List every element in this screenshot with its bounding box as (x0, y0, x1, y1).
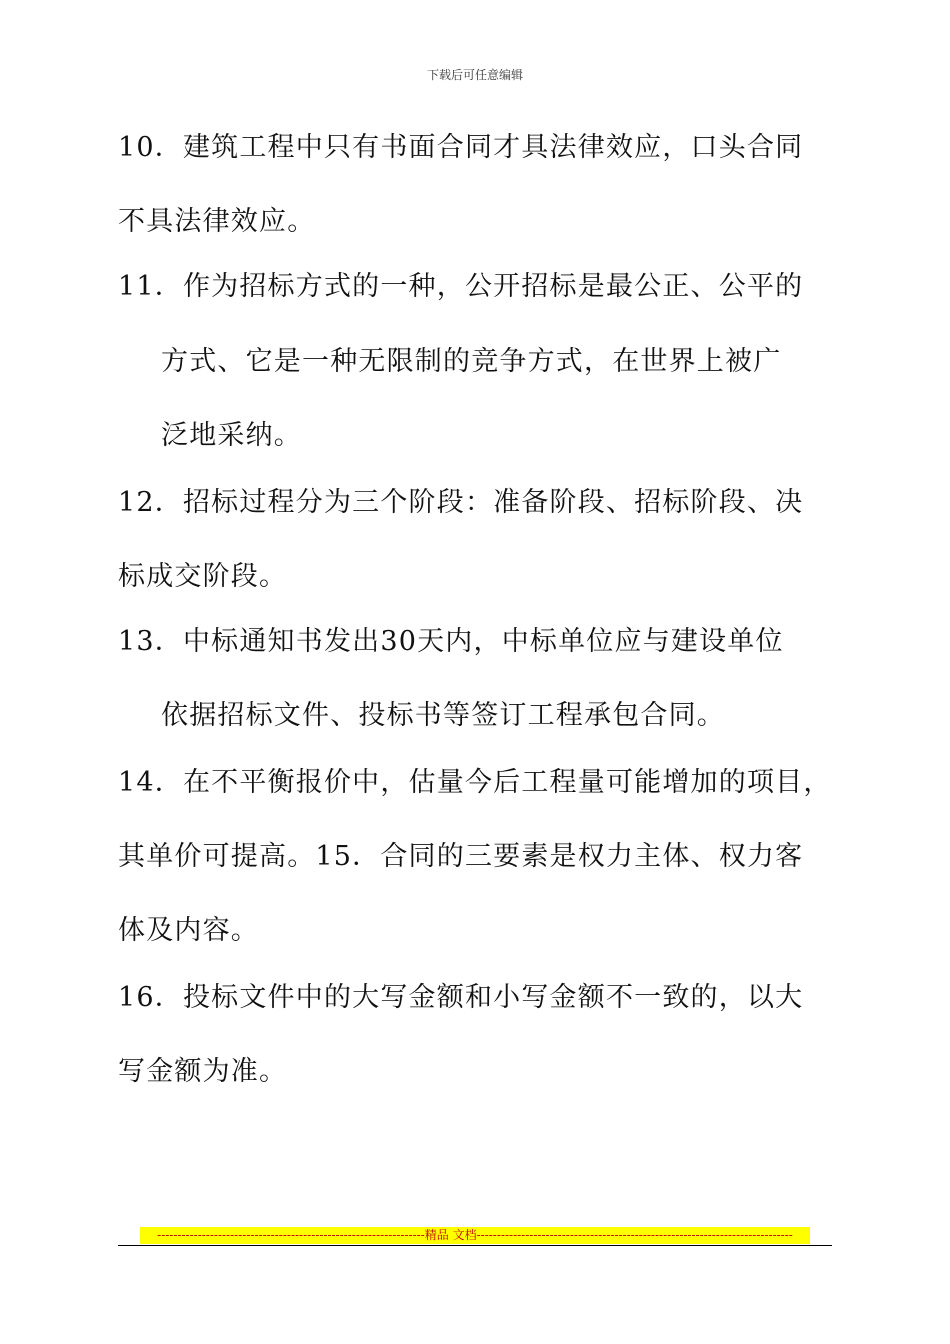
paragraph-line-11a: 11．作为招标方式的一种，公开招标是最公正、公平的 (118, 271, 804, 302)
footer-dashes-left: ------------------------------------------------------------------ (157, 1228, 425, 1242)
footer-dashes-right: ------------------------------------------------------------------------------ (476, 1228, 793, 1242)
paragraph-line-14b: 其单价可提高。15．合同的三要素是权力主体、权力客 (118, 841, 804, 872)
paragraph-line-11b: 方式、它是一种无限制的竞争方式，在世界上被广 (161, 346, 782, 377)
paragraph-line-14a: 14．在不平衡报价中，估量今后工程量可能增加的项目， (118, 767, 832, 798)
paragraph-line-11c: 泛地采纳。 (161, 420, 302, 451)
paragraph-line-16a: 16．投标文件中的大写金额和小写金额不一致的，以大 (118, 982, 804, 1013)
header-note: 下载后可任意编辑 (426, 68, 523, 82)
footer-band (140, 1227, 810, 1244)
paragraph-line-13a: 13．中标通知书发出30天内，中标单位应与建设单位 (118, 626, 784, 657)
paragraph-line-13b: 依据招标文件、投标书等签订工程承包合同。 (161, 700, 725, 731)
paragraph-line-16b: 写金额为准。 (118, 1056, 288, 1087)
footer-label: 精品 文档 (424, 1228, 477, 1242)
paragraph-line-12b: 标成交阶段。 (118, 561, 288, 592)
paragraph-line-15: 体及内容。 (118, 915, 259, 946)
footer-rule (118, 1245, 832, 1246)
paragraph-line-12a: 12．招标过程分为三个阶段：准备阶段、招标阶段、决 (118, 487, 804, 518)
paragraph-line-10a: 10．建筑工程中只有书面合同才具法律效应，口头合同 (118, 132, 804, 163)
paragraph-line-10b: 不具法律效应。 (118, 206, 316, 237)
